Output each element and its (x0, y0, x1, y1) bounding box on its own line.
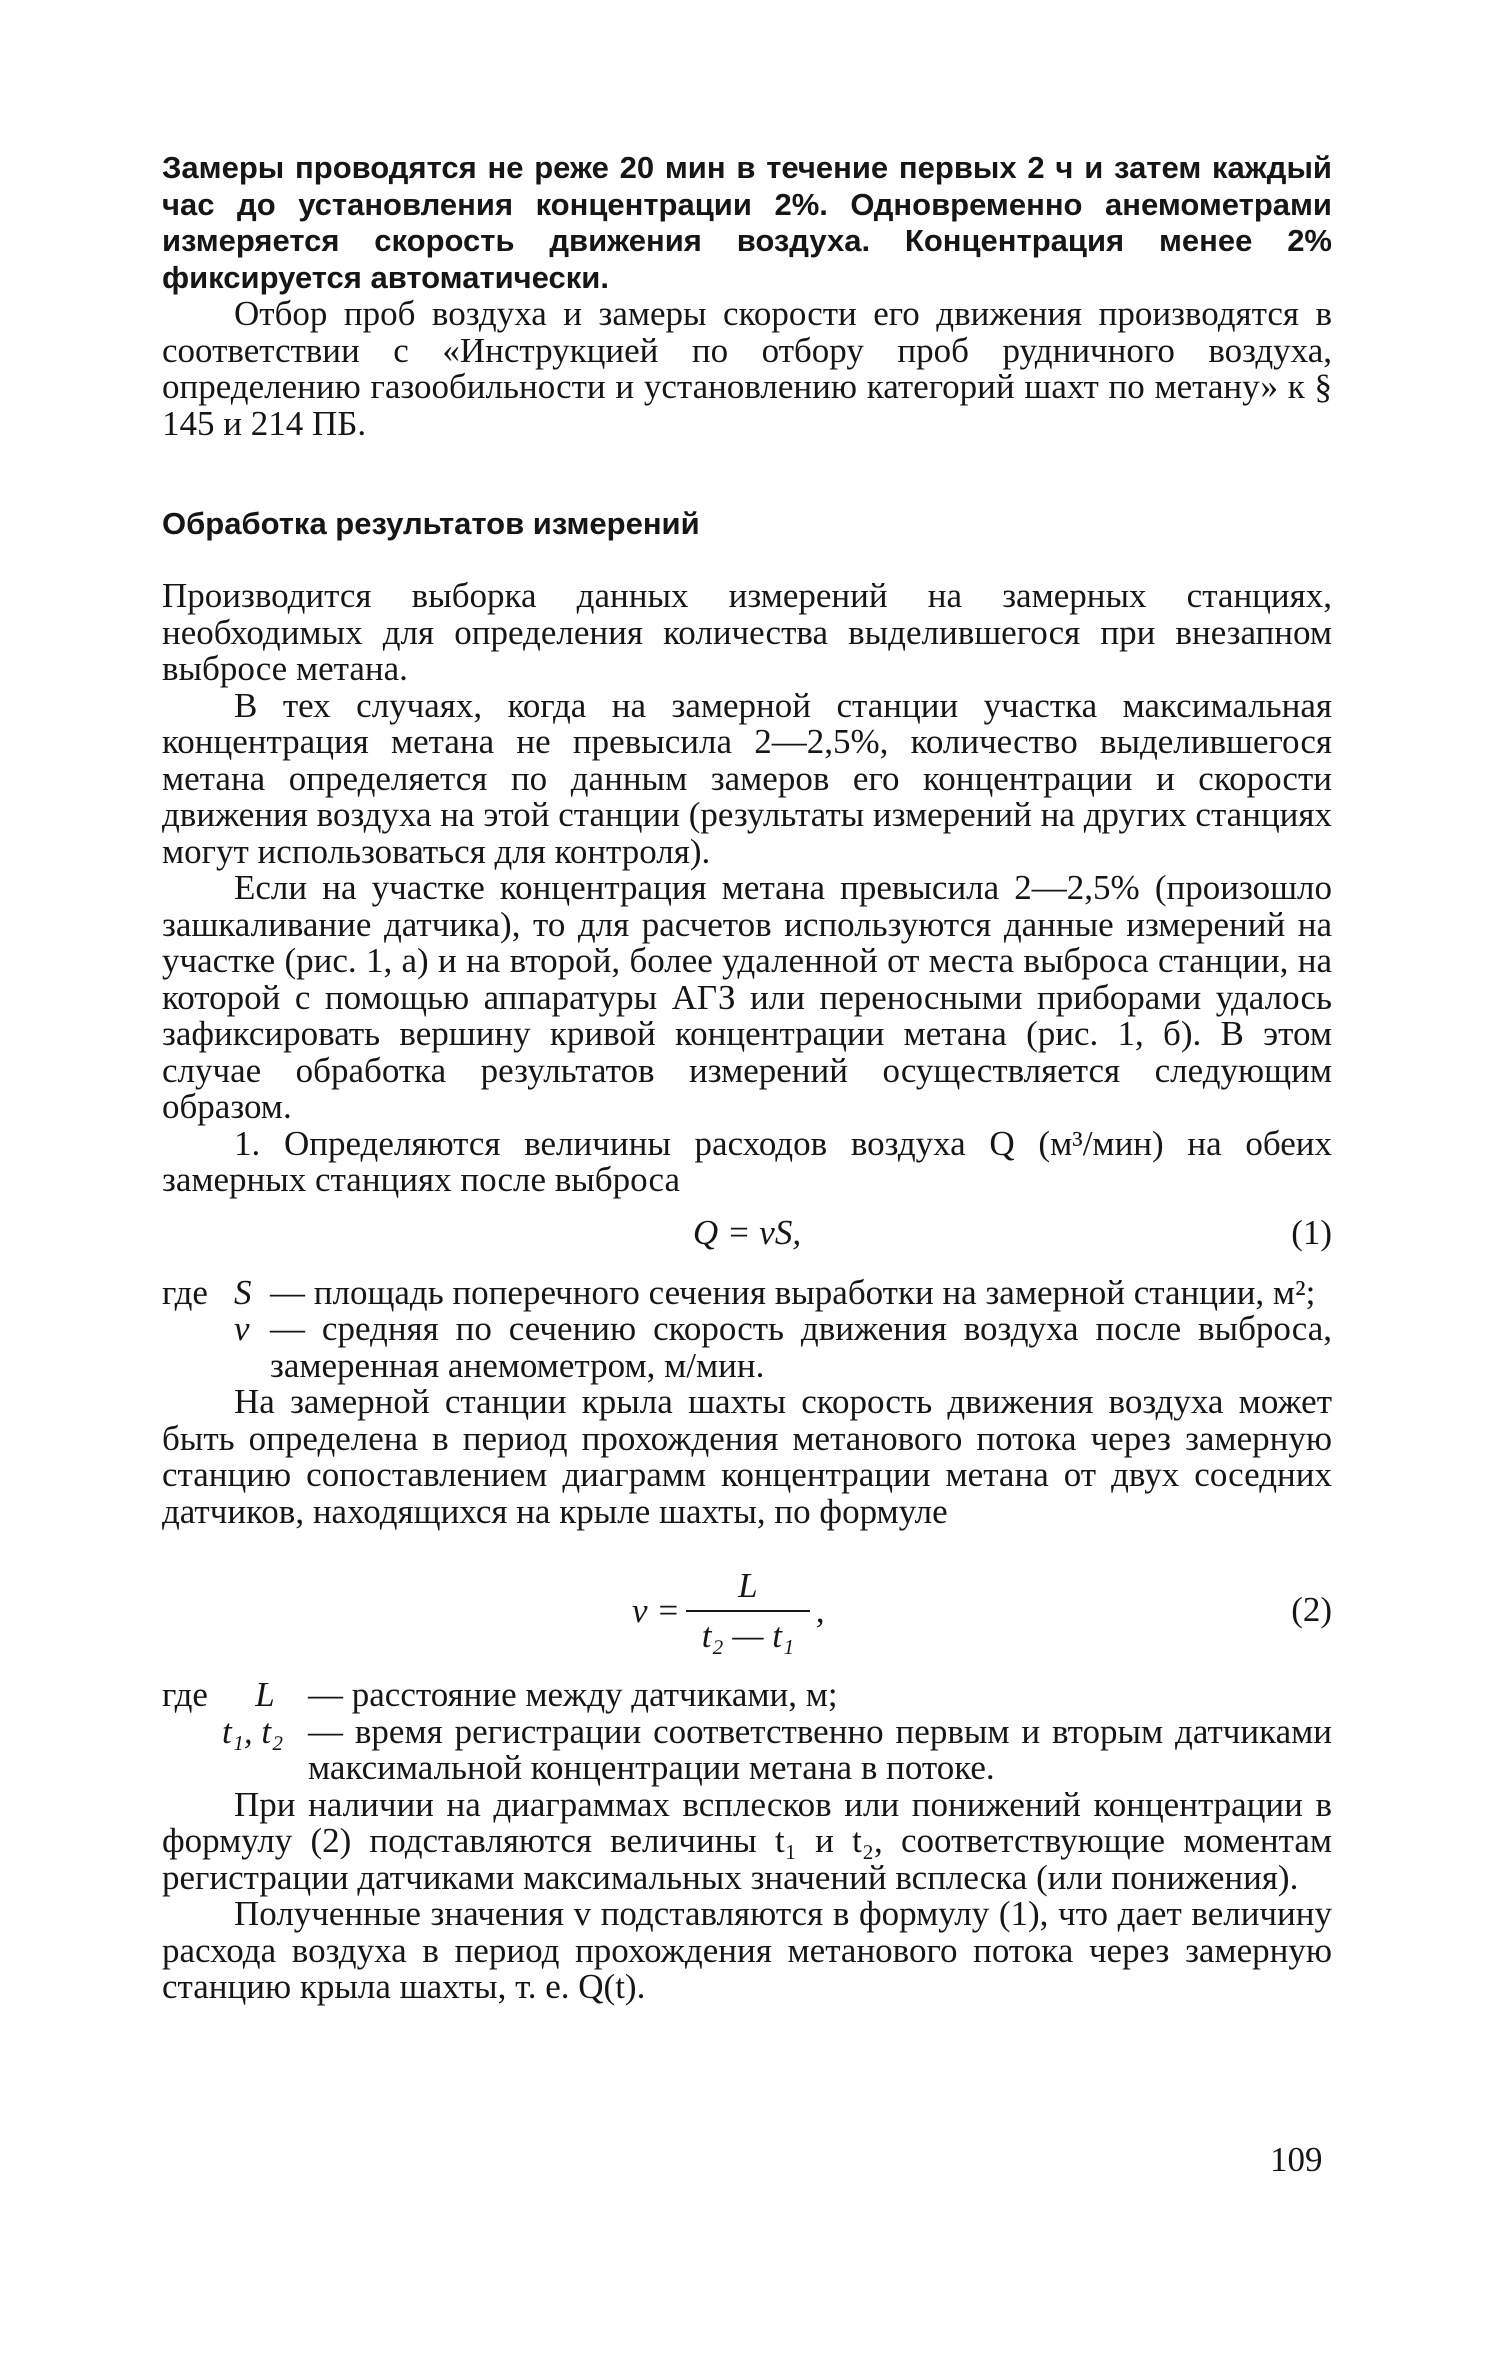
formula-1-legend (162, 1272, 1332, 1385)
legend-label: где (162, 1675, 208, 1714)
formula-1-number: (1) (1291, 1212, 1332, 1252)
formula-2 (162, 1548, 1332, 1673)
legend-text: — средняя по сечению скорость движения воздуха после выброса, замеренная анемометром, м/мин. (270, 1309, 1332, 1385)
formula-1 (162, 1199, 1332, 1271)
section-heading: Обработка результатов измерений (162, 506, 700, 541)
formula-2-number: (2) (1291, 1590, 1332, 1629)
paragraph-3: Производится выборка данных измерений на замерных станциях, необходимых для определения количества выделившегося при внезапном выбросе метана. (162, 576, 1332, 688)
formula-2-denominator: t₂ — t₁ (701, 1615, 795, 1655)
paragraph-6: 1. Определяются величины расходов воздуха Q (м³/мин) на обеих замерных станциях после выброса (162, 1123, 1332, 1199)
formula-1-expression: Q = vS, (692, 1212, 802, 1252)
formula-2-fraction (686, 1566, 810, 1656)
paragraph-5: Если на участке концентрация метана превысила 2—2,5% (произошло зашкаливание датчика), то для расчетов используются данные измерений на участке (рис. 1, а) и на второй, более удаленной от места выброса станции, на которой с помощью аппаратуры АГЗ или переносными приборами удалось зафиксировать вершину кривой концентрации метана (рис. 1, б). В этом случае обработка результатов измерений осуществляется следующим образом. (162, 868, 1332, 1126)
legend-label: где (162, 1272, 208, 1312)
legend-symbol: L (255, 1675, 275, 1714)
formula-2-tail: , (815, 1590, 825, 1630)
paragraph-4: В тех случаях, когда на замерной станции участка максимальная концентрация метана не превысила 2—2,5%, количество выделившегося метана определяется по данным замеров его концентрации и скорости движения воздуха на этой станции (результаты измерений на других станциях могут использоваться для контроля). (162, 685, 1332, 871)
legend-symbol: t₁, t₂ (222, 1711, 284, 1751)
text-body (162, 150, 1332, 2006)
legend-symbol: S (234, 1272, 252, 1312)
paragraph-8: При наличии на диаграммах всплесков или понижений концентрации в формулу (2) подставляются величины t₁ и t₂, соответствующие моментам регистрации датчиками максимальных значений всплеска (или понижения). (162, 1784, 1332, 1897)
legend-symbol: v (234, 1309, 250, 1348)
formula-2-expression (632, 1548, 825, 1673)
formula-2-legend (162, 1677, 1332, 1787)
legend-text: — площадь поперечного сечения выработки на замерной станции, м²; (270, 1272, 1316, 1312)
paragraph-7: На замерной станции крыла шахты скорость движения воздуха может быть определена в период прохождения метанового потока через замерную станцию сопоставлением диаграмм концентрации метана от двух соседних датчиков, находящихся на крыле шахты, по формуле (162, 1382, 1332, 1531)
paragraph-9: Полученные значения v подставляются в формулу (1), что дает величину расхода воздуха в период прохождения метанового потока через замерную станцию крыла шахты, т. е. Q(t). (162, 1894, 1332, 2006)
paragraph-1: Замеры проводятся не реже 20 мин в течение первых 2 ч и затем каждый час до установления концентрации 2%. Одновременно анемометрами измеряется скорость движения воздуха. Концентрация менее 2% фиксируется автоматически. (162, 150, 1332, 295)
legend-label (162, 1714, 222, 1787)
page-number: 109 (1270, 2140, 1323, 2179)
formula-2-lhs: v = (632, 1590, 680, 1630)
legend-label (162, 1311, 234, 1384)
paragraph-2: Отбор проб воздуха и замеры скорости его движения производятся в соответствии с «Инструкцией по отбору проб рудничного воздуха, определению газообильности и установлению категорий шахт по метану» к § 145 и 214 ПБ. (162, 294, 1332, 443)
legend-text: — расстояние между датчиками, м; (308, 1675, 838, 1714)
legend-text: — время регистрации соответственно первым и вторым датчиками максимальной концентрации метана в потоке. (308, 1711, 1332, 1787)
formula-2-numerator: L (738, 1565, 758, 1605)
